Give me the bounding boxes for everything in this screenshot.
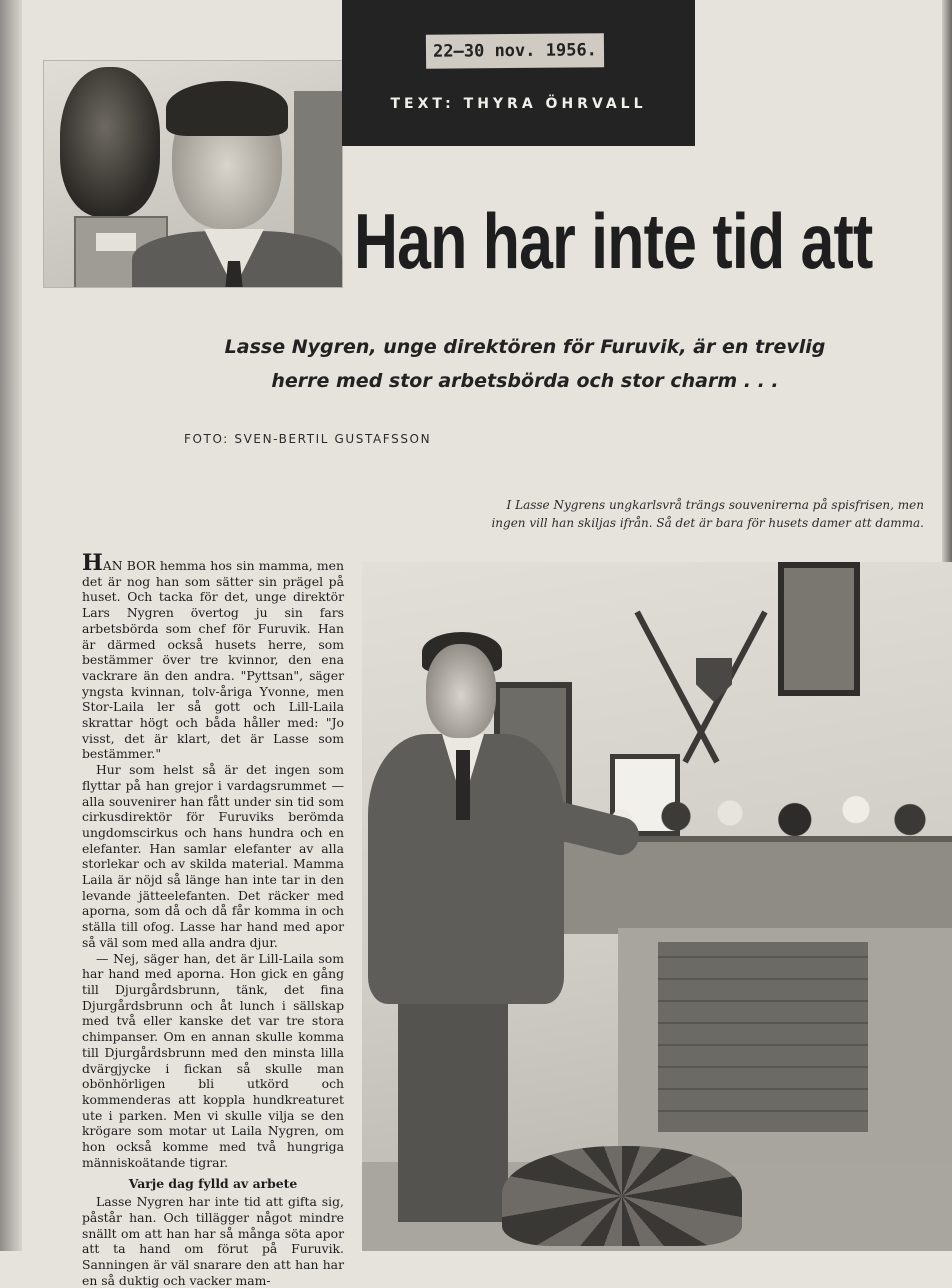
framed-picture: [778, 562, 860, 696]
caption-line-1: I Lasse Nygrens ungkarlsvrå trängs souvenirerna på spisfrisen, men: [506, 498, 924, 512]
subheadline: [180, 330, 870, 398]
header-box: [342, 0, 695, 146]
photo-caption: [400, 496, 924, 532]
article-paragraph-2: Hur som helst så är det ingen som flyttar på han grejor i vardagsrummet — alla souvenirer han fått under sin tid som cirkusdirektör för Furuviks berömda ungdomscirkus och hans hundra och en elefanter. Han samlar elefanter av alla storlekar och av skilda material. Mamma Laila är nöjd så länge han inte tar in den levande jätteelefanten. Det räcker med aporna, som då och då får komma in och ställa till ofog. Lasse har hand med apor så väl som med alla andra djur.: [82, 762, 344, 950]
article-body: [82, 550, 344, 1288]
subheadline-line-2: herre med stor arbetsbörda och stor charm . . .: [271, 370, 779, 392]
byline: TEXT: THYRA ÖHRVALL: [390, 96, 647, 112]
headline: Han har inte tid att: [354, 197, 873, 285]
paragraph-1-text: AN BOR hemma hos sin mamma, men det är nog han som sätter sin prägel på huset. Och tacka för det, unge direktör Lars Nygren övertog ju sin fars arbetsbörda som chef för Furuvik. Han är därmed också husets herre, som bestämmer över tre kvinnor, den ena vackrare än den andra. "Pyttsan", säger yngsta kvinnan, tolv-åriga Yvonne, men Stor-Laila ler så gott och Lill-Laila skrattar högt och båda håller med: "Jo visst, det är klart, det är Lasse som bestämmer.": [82, 558, 344, 762]
article-paragraph-1: [82, 550, 344, 762]
caption-line-2: ingen vill han skiljas ifrån. Så det är bara för husets damer att damma.: [491, 516, 924, 530]
bronze-bust: [60, 67, 160, 217]
portrait-photo: [43, 60, 343, 288]
drop-cap: H: [82, 550, 103, 576]
article-paragraph-3: — Nej, säger han, det är Lill-Laila som har hand med aporna. Hon gick en gång till Djurgårdsbrunn, tänk, det fina Djurgårdsbrunn och åt lunch i sällskap med två eller kanske det var tre stora chimpanser. Om en annan skulle komma till Djurgårdsbrunn med den minsta lilla dvärgjycke i fickan så skulle man obönhörligen bli utkörd och kommenderas att koppla hundkreaturet ute i parken. Men vi skulle vilja se den krögare som motar ut Laila Nygren, om hon också komme med två hungriga människoätande tigrar.: [82, 950, 344, 1170]
date-label: 22–30 nov. 1956.: [426, 33, 604, 69]
article-paragraph-4: Lasse Nygren har inte tid att gifta sig, påstår han. Och tillägger något mindre snällt om att han har så många söta apor att ta hand om förut på Furuvik. Sanningen är väl snarare den att han har en så duktig och vacker mam-: [82, 1194, 344, 1288]
page-edge-left: [0, 0, 22, 1251]
article-subheading: Varje dag fylld av arbete: [128, 1176, 298, 1192]
fireplace-photo: [362, 562, 952, 1251]
leather-pouf: [502, 1146, 742, 1246]
subheadline-line-1: Lasse Nygren, unge direktören för Furuvik, är en trevlig: [224, 336, 826, 358]
souvenir-figurines: [586, 780, 946, 846]
photo-credit: FOTO: SVEN-BERTIL GUSTAFSSON: [184, 432, 432, 446]
